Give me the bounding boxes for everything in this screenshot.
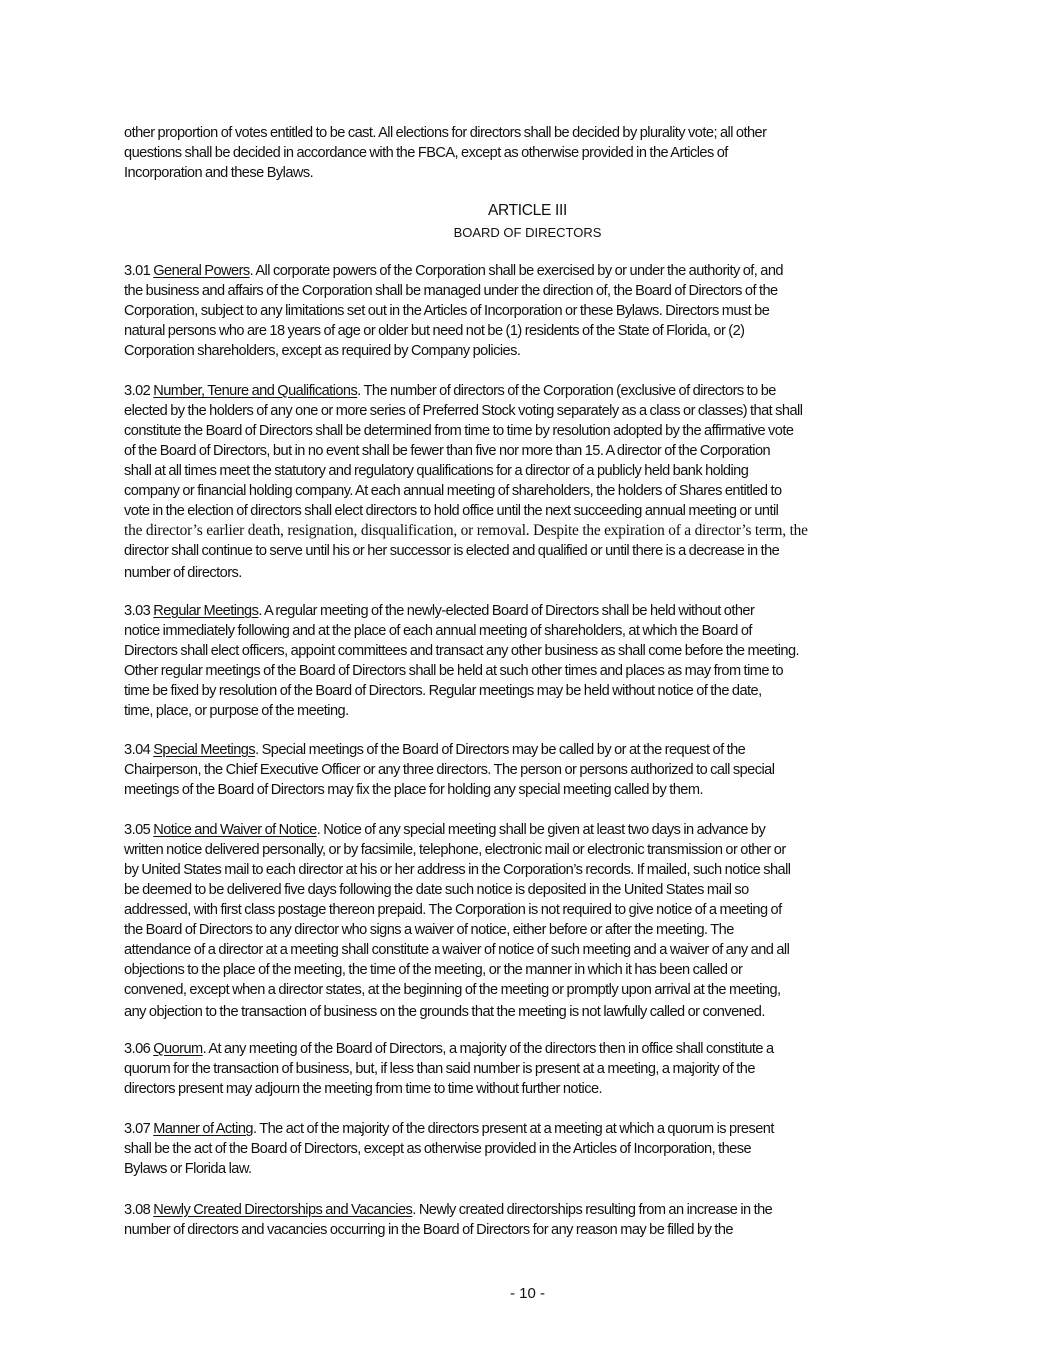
section-text: . Special meetings of the Board of Directors may be called by or at the request of the xyxy=(255,742,746,758)
text-line: Incorporation and these Bylaws. xyxy=(124,165,314,181)
text-line: quorum for the transaction of business, but, if less than said number is present at a meeting, a majority of the xyxy=(124,1061,755,1077)
section-3-02 xyxy=(124,381,944,583)
section-text: . The number of directors of the Corporation (exclusive of directors to be xyxy=(357,383,776,399)
text-line: director shall continue to serve until his or her successor is elected and qualified or until there is a decrease in the xyxy=(124,543,780,559)
section-number: 3.03 xyxy=(124,603,151,619)
section-3-03 xyxy=(124,601,944,721)
text-line: written notice delivered personally, or by facsimile, telephone, electronic mail or electronic transmission or other or xyxy=(124,842,786,858)
text-line: time be fixed by resolution of the Board of Directors. Regular meetings may be held without notice of the date, xyxy=(124,683,762,699)
section-text: . The act of the majority of the directors present at a meeting at which a quorum is present xyxy=(252,1121,774,1137)
text-line: Chairperson, the Chief Executive Officer or any three directors. The person or persons authorized to call special xyxy=(124,762,775,778)
section-heading: Newly Created Directorships and Vacancies xyxy=(153,1202,413,1218)
article-subtitle: BOARD OF DIRECTORS xyxy=(453,225,602,240)
text-line: company or financial holding company. At each annual meeting of shareholders, the holders of Shares entitled to xyxy=(124,483,782,499)
section-heading: Regular Meetings xyxy=(153,603,259,619)
section-3-07 xyxy=(124,1119,944,1179)
section-heading: Notice and Waiver of Notice xyxy=(153,822,317,838)
section-number: 3.04 xyxy=(124,742,151,758)
section-3-06 xyxy=(124,1039,944,1099)
text-line: constitute the Board of Directors shall be determined from time to time by resolution adopted by the affirmative vote xyxy=(124,423,794,439)
section-heading: Quorum xyxy=(153,1041,203,1057)
section-heading: Special Meetings xyxy=(153,742,256,758)
page-number: - 10 - xyxy=(509,1285,545,1302)
text-line: vote in the election of directors shall elect directors to hold office until the next succeeding annual meeting or until xyxy=(124,503,779,519)
text-line: the Board of Directors to any director who signs a waiver of notice, either before or after the meeting. The xyxy=(124,922,734,938)
text-line: addressed, with first class postage thereon prepaid. The Corporation is not required to give notice of a meeting of xyxy=(124,902,782,918)
section-number: 3.06 xyxy=(124,1041,151,1057)
section-text: . At any meeting of the Board of Directors, a majority of the directors then in office shall constitute a xyxy=(202,1041,774,1057)
section-3-04 xyxy=(124,740,944,800)
text-line: Corporation, subject to any limitations set out in the Articles of Incorporation or these Bylaws. Directors must be xyxy=(124,303,770,319)
section-number: 3.08 xyxy=(124,1202,151,1218)
section-3-08 xyxy=(124,1200,944,1240)
text-line: other proportion of votes entitled to be cast. All elections for directors shall be decided by plurality vote; all other xyxy=(124,125,767,141)
text-line: directors present may adjourn the meeting from time to time without further notice. xyxy=(124,1081,603,1097)
text-line: the business and affairs of the Corporation shall be managed under the direction of, the Board of Directors of the xyxy=(124,283,778,299)
text-line: Directors shall elect officers, appoint committees and transact any other business as shall come before the meeting. xyxy=(124,643,800,659)
text-line: the director’s earlier death, resignation, disqualification, or removal. Despite the expiration of a director’s term, the xyxy=(124,522,808,539)
text-line: number of directors and vacancies occurring in the Board of Directors for any reason may be filled by the xyxy=(124,1222,733,1238)
text-line: time, place, or purpose of the meeting. xyxy=(124,703,349,719)
section-3-01 xyxy=(124,261,944,361)
section-number: 3.01 xyxy=(124,263,151,279)
text-line: Bylaws or Florida law. xyxy=(124,1161,252,1177)
text-line: Corporation shareholders, except as required by Company policies. xyxy=(124,343,521,359)
section-heading: General Powers xyxy=(153,263,250,279)
text-line: shall at all times meet the statutory and regulatory qualifications for a director of a publicly held bank holding xyxy=(124,463,749,479)
text-line: shall be the act of the Board of Directors, except as otherwise provided in the Articles of Incorporation, these xyxy=(124,1141,752,1157)
text-line: convened, except when a director states, at the beginning of the meeting or promptly upon arrival at the meeting, xyxy=(124,982,781,998)
section-number: 3.07 xyxy=(124,1121,151,1137)
text-line: of the Board of Directors, but in no event shall be fewer than five nor more than 15. A director of the Corporation xyxy=(124,443,771,459)
section-heading: Manner of Acting xyxy=(153,1121,253,1137)
section-number: 3.05 xyxy=(124,822,151,838)
section-text: . Notice of any special meeting shall be given at least two days in advance by xyxy=(316,822,766,838)
section-3-05 xyxy=(124,820,944,1022)
text-line: any objection to the transaction of business on the grounds that the meeting is not lawfully called or convened. xyxy=(124,1004,765,1020)
text-line: be deemed to be delivered five days following the date such notice is deposited in the United States mail so xyxy=(124,882,749,898)
text-line: questions shall be decided in accordance with the FBCA, except as otherwise provided in the Articles of xyxy=(124,145,728,161)
intro-paragraph xyxy=(124,123,944,183)
section-number: 3.02 xyxy=(124,383,151,399)
text-line: by United States mail to each director at his or her address in the Corporation’s records. If mailed, such notice shall xyxy=(124,862,791,878)
section-text: . All corporate powers of the Corporation shall be exercised by or under the authority of, and xyxy=(249,263,783,279)
text-line: objections to the place of the meeting, the time of the meeting, or the manner in which it has been called or xyxy=(124,962,743,978)
text-line: meetings of the Board of Directors may fix the place for holding any special meeting called by them. xyxy=(124,782,703,798)
text-line: elected by the holders of any one or more series of Preferred Stock voting separately as a class or classes) that shall xyxy=(124,403,803,419)
section-text: . A regular meeting of the newly-elected Board of Directors shall be held without other xyxy=(258,603,755,619)
section-text: . Newly created directorships resulting from an increase in the xyxy=(412,1202,773,1218)
text-line: notice immediately following and at the place of each annual meeting of shareholders, at which the Board of xyxy=(124,623,752,639)
text-line: attendance of a director at a meeting shall constitute a waiver of notice of such meeting and a waiver of any and all xyxy=(124,942,790,958)
text-line: natural persons who are 18 years of age or older but need not be (1) residents of the State of Florida, or (2) xyxy=(124,323,745,339)
section-heading: Number, Tenure and Qualifications xyxy=(153,383,358,399)
text-line: number of directors. xyxy=(124,565,242,581)
article-title: ARTICLE III xyxy=(487,202,568,219)
text-line: Other regular meetings of the Board of Directors shall be held at such other times and places as may from time to xyxy=(124,663,784,679)
